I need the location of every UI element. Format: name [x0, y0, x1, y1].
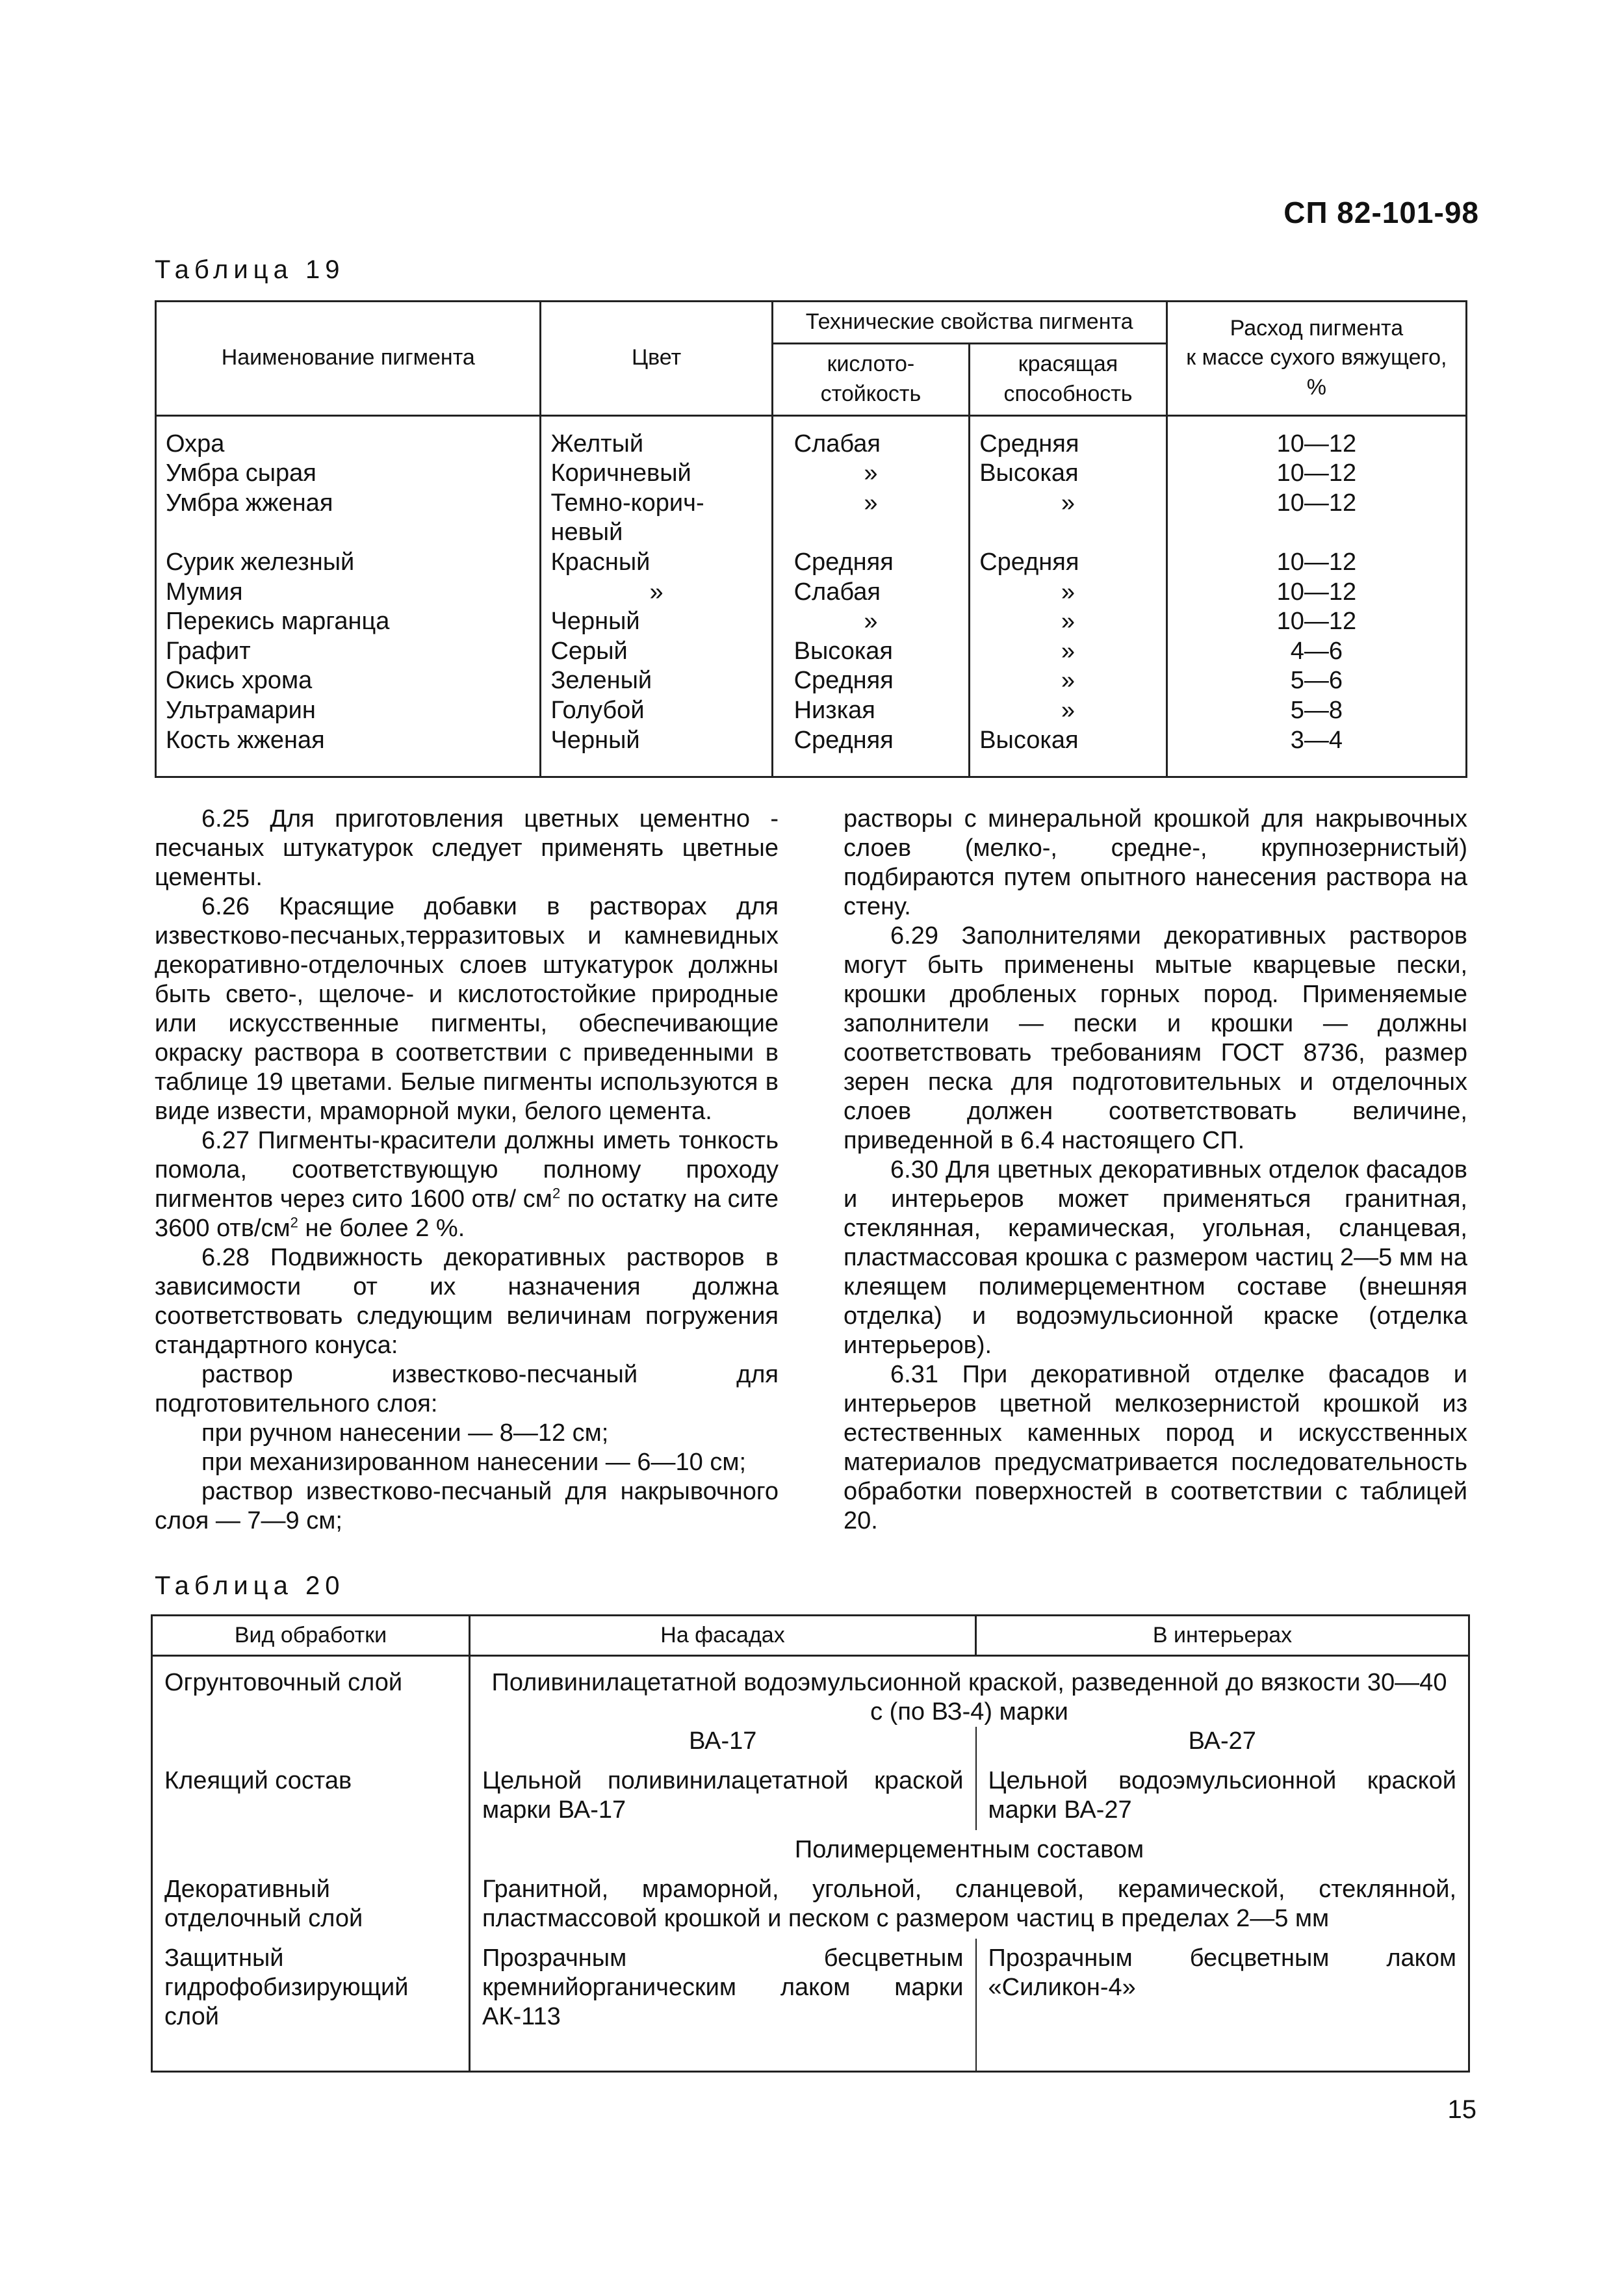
paragraph-6-29: 6.29 Заполнителями декоративных растворов могут быть применены мытые кварцевые пески, крошки дробленых горных пород. Применяемые заполнители — пески и крошки — должны соответствовать требованиям ГОСТ 8736, размер зерен песка для подготовительных и отделочных слоев должен соответствовать величине, приведенной в 6.4 настоящего СП. — [844, 922, 1467, 1154]
table-row — [156, 489, 1467, 548]
usage-cell: 10—12 — [1166, 578, 1466, 608]
usage-cell: 10—12 — [1166, 415, 1466, 459]
paragraph-6-31: 6.31 При декоративной отделке фасадов и интерьеров цветной мелкозернистой крошкой из естественных каменных пород и искусственных материалов предусматривается последовательность обработки поверхностей в соответствии с таблицей 20. — [844, 1361, 1467, 1534]
paragraph-6-28-item-4: раствор известково-песчаный для накрывочного слоя — 7—9 см; — [155, 1478, 779, 1534]
tinting-strength-cell: Средняя — [970, 548, 1167, 578]
table-row — [152, 1939, 1469, 2072]
acid-resistance-cell: Высокая — [772, 637, 970, 667]
pigment-name-cell: Мумия — [156, 578, 541, 608]
table-20-caption: Таблица 20 — [155, 1571, 345, 1600]
tinting-strength-cell: » — [970, 666, 1167, 696]
paragraph-6-25: 6.25 Для приготовления цветных цементно - песчаных штукатурок следует применять цветные цементы. — [155, 805, 779, 891]
pigment-name-cell: Умбра жженая — [156, 489, 541, 548]
table-row — [152, 1870, 1469, 1939]
table-19 — [155, 300, 1467, 778]
tinting-strength-cell: Средняя — [970, 415, 1167, 459]
paragraph-6-28-continued: растворы с минеральной крошкой для накрывочных слоев (мелко-, средне-, крупнозернистый) подбираются путем опытного нанесения раствора на стену. — [844, 805, 1467, 920]
pigment-name-cell: Умбра сырая — [156, 459, 541, 489]
table-row — [156, 607, 1467, 637]
paragraph-6-27: 6.27 Пигменты-красители должны иметь тонкость помола, соответствующую полному проходу пигментов через сито 1600 отв/ $см^2$ по остатку на сите 3600 отв/$см^2$ не более 2 %. — [155, 1127, 779, 1242]
header-treatment-type: Вид обработки — [152, 1616, 470, 1656]
table-row — [152, 1761, 1469, 1830]
acid-resistance-cell: Средняя — [772, 548, 970, 578]
tinting-strength-cell: » — [970, 637, 1167, 667]
paragraph-6-28: 6.28 Подвижность декоративных растворов в зависимости от их назначения должна соответствовать следующим величинам погружения стандартного конуса: — [155, 1244, 779, 1359]
left-column — [155, 805, 779, 1536]
pigment-name-cell: Перекись марганца — [156, 607, 541, 637]
paragraph-6-26: 6.26 Красящие добавки в растворах для известково-песчаных,терразитовых и камневидных декоративно-отделочных слоев штукатурок должны быть свето-, щелоче- и кислотостойкие природные или искусственные пигменты, обеспечивающие окраску раствора в соответствии с приведенными в таблице 19 цветами. Белые пигменты используются в виде извести, мраморной муки, белого цемента. — [155, 893, 779, 1125]
pigment-name-cell: Ультрамарин — [156, 696, 541, 726]
table-row — [156, 578, 1467, 608]
pigment-color-cell: Голубой — [541, 696, 772, 726]
pigment-name-cell: Графит — [156, 637, 541, 667]
header-acid-resistance: кислото- стойкость — [772, 343, 970, 415]
adhesive-label: Клеящий состав — [152, 1761, 470, 1870]
tinting-strength-cell: » — [970, 696, 1167, 726]
table-row — [156, 459, 1467, 489]
paragraph-6-30: 6.30 Для цветных декоративных отделок фасадов и интерьеров может применяться гранитная, стеклянная, керамическая, угольная, сланцевая, пластмассовая крошка с размером частиц 2—5 мм на клеящем полимерцементном составе (внешняя отделка) и водоэмульсионной краске (отделка интерьеров). — [844, 1156, 1467, 1359]
table-row — [152, 1656, 1469, 1727]
usage-cell: 3—4 — [1166, 726, 1466, 777]
table-row — [156, 666, 1467, 696]
pigment-name-cell: Окись хрома — [156, 666, 541, 696]
protective-facade: Прозрачным бесцветным кремнийорганическим лаком марки АК-113 — [470, 1939, 976, 2072]
table-20 — [151, 1614, 1470, 2073]
acid-resistance-cell: » — [772, 489, 970, 548]
acid-resistance-cell: Низкая — [772, 696, 970, 726]
primer-common: Поливинилацетатной водоэмульсионной краской, разведенной до вязкости 30—40 с (по ВЗ-4) марки — [470, 1656, 1469, 1727]
document-code: СП 82-101-98 — [1283, 196, 1479, 229]
acid-resistance-cell: Средняя — [772, 666, 970, 696]
decorative-common: Гранитной, мраморной, угольной, сланцевой, керамической, стеклянной, пластмассовой крошкой и песком с размером частиц в пределах 2—5 мм — [470, 1870, 1469, 1939]
pigment-color-cell: Коричневый — [541, 459, 772, 489]
usage-cell: 10—12 — [1166, 548, 1466, 578]
usage-cell: 10—12 — [1166, 489, 1466, 548]
pigment-color-cell: Черный — [541, 726, 772, 777]
primer-label: Огрунтовочный слой — [152, 1656, 470, 1762]
tinting-strength-cell: » — [970, 607, 1167, 637]
table-row — [156, 726, 1467, 777]
adhesive-facade: Цельной поливинилацетатной краской марки ВА-17 — [470, 1761, 976, 1830]
adhesive-common: Полимерцементным составом — [470, 1830, 1469, 1870]
paragraph-6-28-item-1: раствор известково-песчаный для подготовительного слоя: — [155, 1361, 779, 1417]
protective-interior: Прозрачным бесцветным лаком «Силикон-4» — [976, 1939, 1469, 2072]
header-color: Цвет — [541, 302, 772, 416]
usage-cell: 10—12 — [1166, 607, 1466, 637]
primer-interior: ВА-27 — [976, 1727, 1469, 1761]
pigment-color-cell: Зеленый — [541, 666, 772, 696]
table-row — [156, 637, 1467, 667]
pigment-color-cell: Желтый — [541, 415, 772, 459]
table-row — [156, 696, 1467, 726]
tinting-strength-cell: » — [970, 578, 1167, 608]
acid-resistance-cell: Средняя — [772, 726, 970, 777]
usage-cell: 5—6 — [1166, 666, 1466, 696]
header-pigment-name: Наименование пигмента — [156, 302, 541, 416]
pigment-color-cell: Красный — [541, 548, 772, 578]
decorative-label: Декоративный отделочный слой — [152, 1870, 470, 1939]
primer-facade: ВА-17 — [470, 1727, 976, 1761]
pigment-name-cell: Охра — [156, 415, 541, 459]
pigment-name-cell: Сурик железный — [156, 548, 541, 578]
page-number: 15 — [1447, 2095, 1476, 2124]
table-row — [156, 415, 1467, 459]
body-text-columns — [155, 805, 1467, 1536]
right-column — [844, 805, 1467, 1536]
header-tinting-strength: красящая способность — [970, 343, 1167, 415]
header-usage: Расход пигмента к массе сухого вяжущего, % — [1166, 302, 1466, 416]
pigment-color-cell: Серый — [541, 637, 772, 667]
acid-resistance-cell: Слабая — [772, 415, 970, 459]
acid-resistance-cell: » — [772, 459, 970, 489]
header-tech-properties: Технические свойства пигмента — [772, 302, 1166, 344]
tinting-strength-cell: Высокая — [970, 726, 1167, 777]
tinting-strength-cell: » — [970, 489, 1167, 548]
protective-label: Защитный гидрофобизирующий слой — [152, 1939, 470, 2072]
pigment-color-cell: » — [541, 578, 772, 608]
usage-cell: 10—12 — [1166, 459, 1466, 489]
pigment-color-cell: Черный — [541, 607, 772, 637]
pigment-color-cell: Темно-корич- невый — [541, 489, 772, 548]
usage-cell: 4—6 — [1166, 637, 1466, 667]
tinting-strength-cell: Высокая — [970, 459, 1167, 489]
acid-resistance-cell: » — [772, 607, 970, 637]
table-19-caption: Таблица 19 — [155, 255, 345, 284]
usage-cell: 5—8 — [1166, 696, 1466, 726]
header-interiors: В интерьерах — [976, 1616, 1469, 1656]
pigment-name-cell: Кость жженая — [156, 726, 541, 777]
acid-resistance-cell: Слабая — [772, 578, 970, 608]
table-row — [156, 548, 1467, 578]
adhesive-interior: Цельной водоэмульсионной краской марки ВА-27 — [976, 1761, 1469, 1830]
paragraph-6-28-item-2: при ручном нанесении — 8—12 см; — [201, 1419, 609, 1447]
header-facades: На фасадах — [470, 1616, 976, 1656]
paragraph-6-28-item-3: при механизированном нанесении — 6—10 см; — [201, 1449, 747, 1476]
